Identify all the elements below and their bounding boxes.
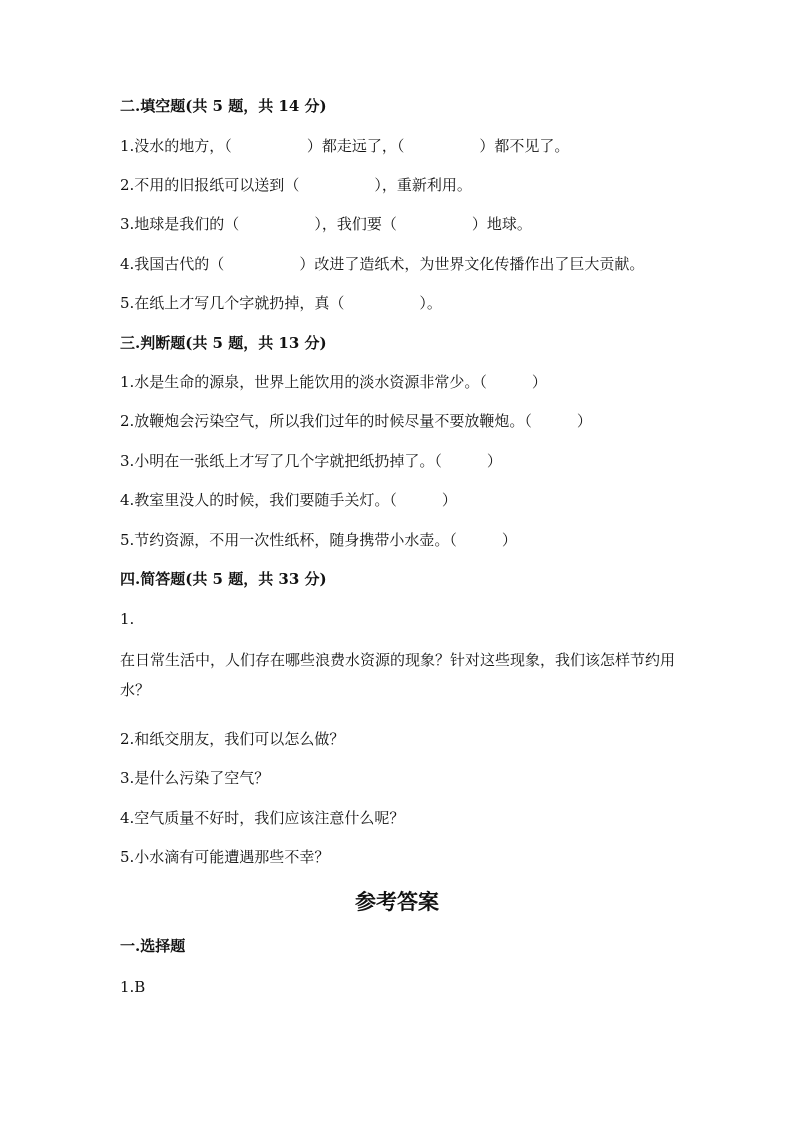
section3-question-1: 1.水是生命的源泉，世界上能饮用的淡水资源非常少。（ ） <box>120 373 547 391</box>
section4-question-5: 5.小水滴有可能遭遇那些不幸？ <box>120 848 330 866</box>
section2-question-2: 2.不用的旧报纸可以送到（ ），重新利用。 <box>120 176 472 194</box>
section4-question-1-number: 1. <box>120 610 135 628</box>
section4-question-1-text: 在日常生活中，人们存在哪些浪费水资源的现象？针对这些现象，我们该怎样节约用水？ <box>120 651 676 699</box>
section2-question-1: 1.没水的地方，（ ）都走远了，（ ）都不见了。 <box>120 137 570 155</box>
section3-question-5: 5.节约资源，不用一次性纸杯，随身携带小水壶。（ ） <box>120 531 517 549</box>
section2-question-4: 4.我国古代的（ ）改进了造纸术，为世界文化传播作出了巨大贡献。 <box>120 255 645 273</box>
answers-section1-heading: 一.选择题 <box>120 937 186 955</box>
answers-item-1: 1.B <box>120 978 146 996</box>
section2-question-3: 3.地球是我们的（ ），我们要（ ）地球。 <box>120 215 532 233</box>
section4-question-2: 2.和纸交朋友，我们可以怎么做？ <box>120 730 345 748</box>
section4-question-4: 4.空气质量不好时，我们应该注意什么呢？ <box>120 809 405 827</box>
section3-heading: 三.判断题(共 5 题，共 13 分) <box>120 334 327 352</box>
section2-heading: 二.填空题(共 5 题，共 14 分) <box>120 97 327 115</box>
section4-heading: 四.简答题(共 5 题，共 33 分) <box>120 570 327 588</box>
section3-question-2: 2.放鞭炮会污染空气，所以我们过年的时候尽量不要放鞭炮。（ ） <box>120 412 592 430</box>
section2-question-5: 5.在纸上才写几个字就扔掉，真（ ）。 <box>120 294 442 312</box>
section3-question-3: 3.小明在一张纸上才写了几个字就把纸扔掉了。（ ） <box>120 452 502 470</box>
section4-question-3: 3.是什么污染了空气？ <box>120 769 270 787</box>
answers-title: 参考答案 <box>355 889 439 914</box>
section3-question-4: 4.教室里没人的时候，我们要随手关灯。（ ） <box>120 491 457 509</box>
